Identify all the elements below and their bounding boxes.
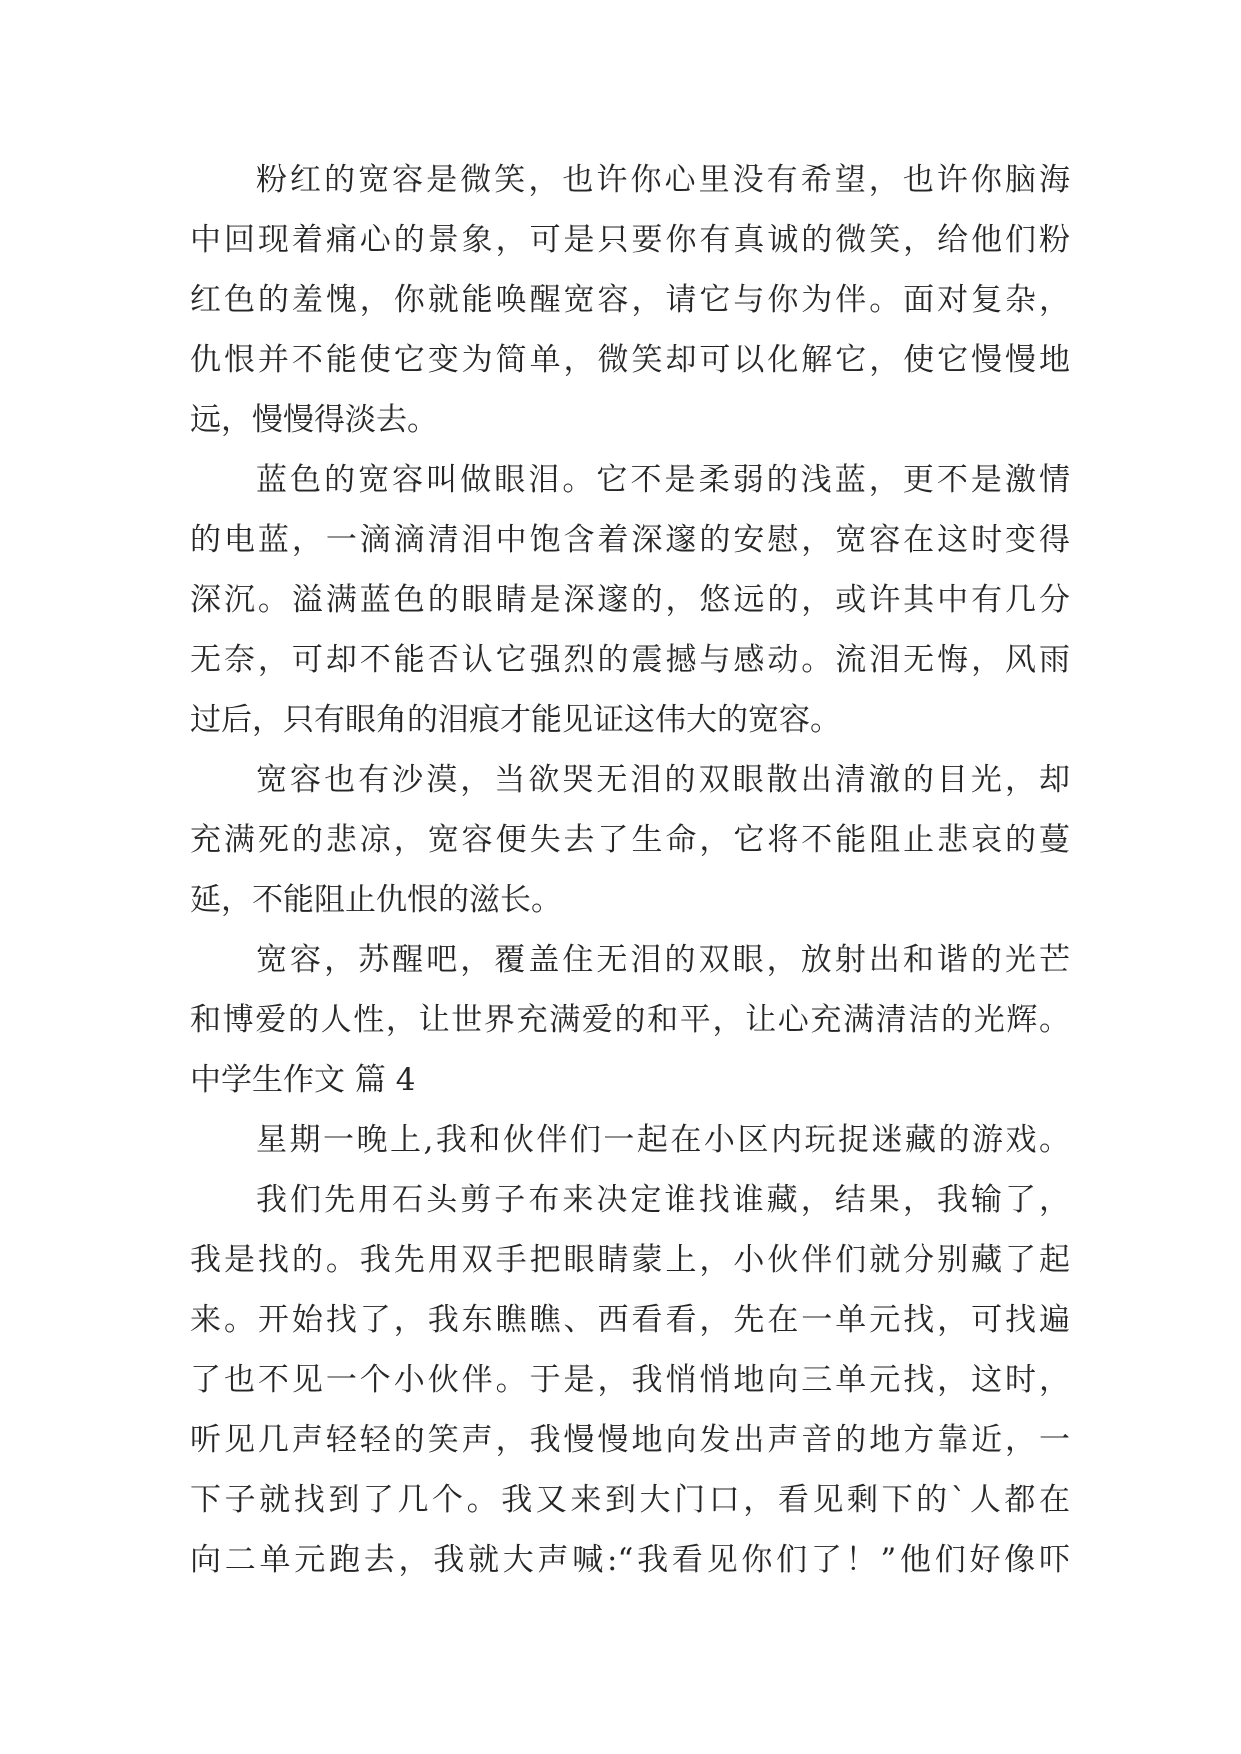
paragraph-line: 宽容也有沙漠，当欲哭无泪的双眼散出清澈的目光，却 [256, 762, 1070, 798]
paragraph-line: 了也不见一个小伙伴。于是，我悄悄地向三单元找，这时， [190, 1362, 1070, 1398]
paragraph-line: 仇恨并不能使它变为简单，微笑却可以化解它，使它慢慢地 [190, 342, 1070, 378]
paragraph-line: 向二单元跑去，我就大声喊:“我看见你们了！”他们好像吓 [190, 1542, 1070, 1578]
essay-body [190, 150, 1070, 1590]
paragraph-line: 听见几声轻轻的笑声，我慢慢地向发出声音的地方靠近，一 [190, 1422, 1070, 1458]
paragraph-line: 宽容，苏醒吧，覆盖住无泪的双眼，放射出和谐的光芒 [256, 942, 1070, 978]
paragraph-line: 充满死的悲凉，宽容便失去了生命，它将不能阻止悲哀的蔓 [190, 822, 1070, 858]
paragraph-line: 深沉。溢满蓝色的眼睛是深邃的，悠远的，或许其中有几分 [190, 582, 1070, 618]
paragraph-line: 无奈，可却不能否认它强烈的震撼与感动。流泪无悔，风雨 [190, 642, 1070, 678]
paragraph-line: 我是找的。我先用双手把眼睛蒙上，小伙伴们就分别藏了起 [190, 1242, 1070, 1278]
paragraph-line: 星期一晚上,我和伙伴们一起在小区内玩捉迷藏的游戏。 [256, 1122, 1070, 1158]
paragraph-line: 远，慢慢得淡去。 [190, 402, 438, 438]
paragraph-line: 我们先用石头剪子布来决定谁找谁藏，结果，我输了， [256, 1182, 1070, 1218]
paragraph-line: 中回现着痛心的景象，可是只要你有真诚的微笑，给他们粉 [190, 222, 1070, 258]
section-heading: 中学生作文 篇 4 [190, 1062, 416, 1098]
paragraph-line: 下子就找到了几个。我又来到大门口，看见剩下的`人都在 [190, 1482, 1070, 1518]
paragraph-line: 蓝色的宽容叫做眼泪。它不是柔弱的浅蓝，更不是激情 [256, 462, 1070, 498]
paragraph-line: 和博爱的人性，让世界充满爱的和平，让心充满清洁的光辉。 [190, 1002, 1070, 1038]
paragraph-line: 粉红的宽容是微笑，也许你心里没有希望，也许你脑海 [256, 162, 1070, 198]
paragraph-line: 过后，只有眼角的泪痕才能见证这伟大的宽容。 [190, 702, 841, 738]
paragraph-line: 延，不能阻止仇恨的滋长。 [190, 882, 562, 918]
paragraph-line: 红色的羞愧，你就能唤醒宽容，请它与你为伴。面对复杂， [190, 282, 1070, 318]
paragraph-line: 的电蓝，一滴滴清泪中饱含着深邃的安慰，宽容在这时变得 [190, 522, 1070, 558]
paragraph-line: 来。开始找了，我东瞧瞧、西看看，先在一单元找，可找遍 [190, 1302, 1070, 1338]
